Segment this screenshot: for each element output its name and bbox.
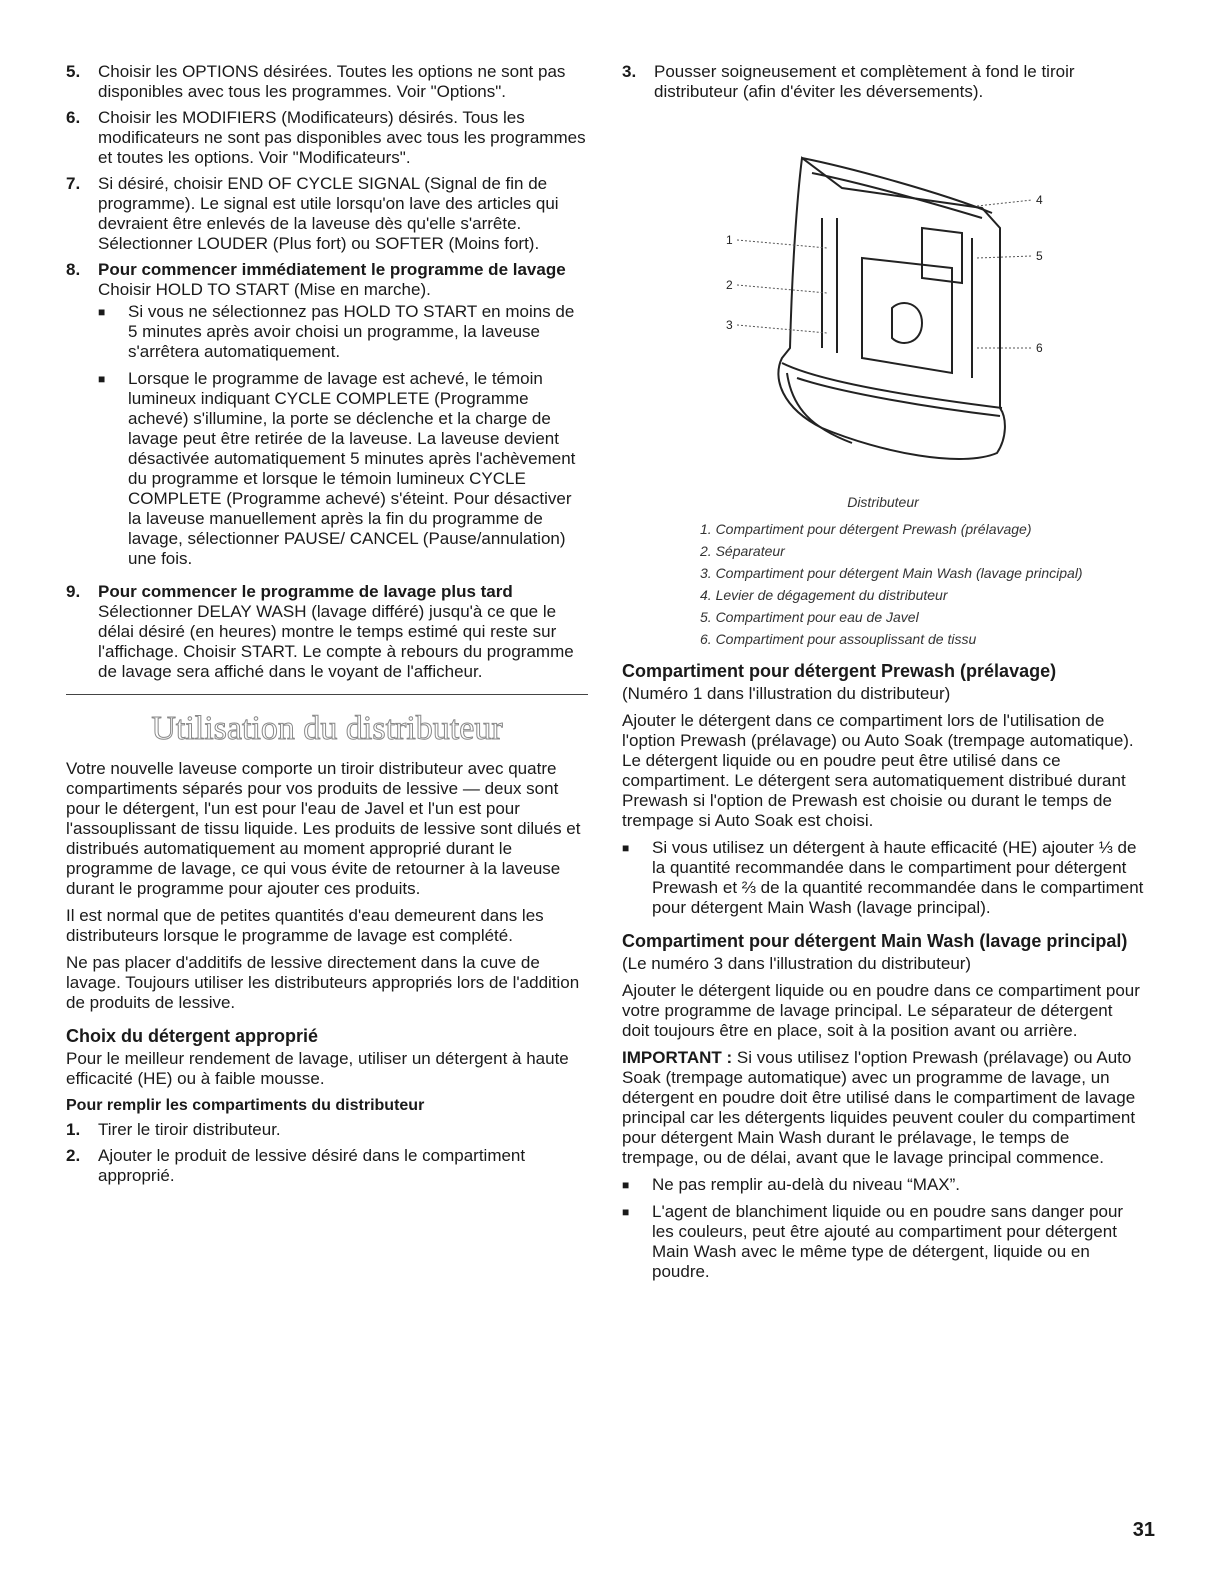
right-column: [622, 62, 1144, 1289]
step-text: Tirer le tiroir distributeur.: [98, 1120, 281, 1139]
subheading-main-wash: Compartiment pour détergent Main Wash (lavage principal): [622, 931, 1128, 951]
step-7: [66, 174, 588, 254]
step-text: Si désiré, choisir END OF CYCLE SIGNAL (Signal de fin de programme). Le signal est utile lorsqu'on lave des articles qui devraient être enlevés de la laveuse dès qu'elle s'arrête. Sélectionner LOUDER (Plus fort) ou SOFTER (Moins fort).: [98, 174, 559, 253]
bullet-text: Si vous ne sélectionnez pas HOLD TO START en moins de 5 minutes après avoir choisi un programme, la laveuse s'arrêtera automatiquement.: [128, 302, 575, 361]
step-9: [66, 582, 588, 682]
step-number: 5.: [66, 62, 81, 81]
legend-item: 3. Compartiment pour détergent Main Wash (lavage principal): [700, 565, 1083, 581]
step-3: [622, 62, 1144, 102]
legend-item: 6. Compartiment pour assouplissant de tissu: [700, 631, 977, 647]
callout-2: 2: [726, 278, 733, 292]
callout-5: 5: [1036, 249, 1043, 263]
subheading-prewash: Compartiment pour détergent Prewash (prélavage): [622, 661, 1057, 681]
bullet-text: Si vous utilisez un détergent à haute efficacité (HE) ajouter ⅓ de la quantité recommandée dans le compartiment pour détergent Prewash et ⅔ de la quantité recommandée dans le compartiment pour détergent Main Wash (lavage principal).: [652, 838, 1144, 917]
step-number: 2.: [66, 1146, 81, 1165]
step-text: Choisir HOLD TO START (Mise en marche).: [98, 280, 431, 299]
main-wash-paragraph: Ajouter le détergent liquide ou en poudre dans ce compartiment pour votre programme de lavage principal. Le séparateur de détergent doit toujours être en place, soit à la position avant ou arrière.: [622, 981, 1140, 1040]
figure-caption: Distributeur: [847, 494, 919, 510]
step-text: Ajouter le produit de lessive désiré dans le compartiment approprié.: [98, 1146, 526, 1185]
prewash-paragraph: Ajouter le détergent dans ce compartiment lors de l'utilisation de l'option Prewash (prélavage) ou Auto Soak (trempage automatique). Le détergent liquide ou en poudre peut être utilisé dans ce compartiment. Le détergent sera automatiquement distribué durant Prewash si l'option de Prewash est choisie ou durant le temps de trempage si Auto Soak est choisi.: [622, 711, 1134, 830]
intro-paragraph: Votre nouvelle laveuse comporte un tiroir distributeur avec quatre compartiments séparés pour vos produits de lessive — deux sont pour le détergent, l'un est pour l'eau de Javel et l'un est pour l'assouplissant de tissu liquide. Les produits de lessive sont dilués et distribués automatiquement au moment approprié durant le programme de lavage, ce qui vous évite de retourner à la laveuse durant le programme pour ajouter ces produits.: [66, 759, 581, 898]
step-text: Choisir les MODIFIERS (Modificateurs) désirés. Tous les modificateurs ne sont pas disponibles avec tous les programmes et toutes les options. Voir "Modificateurs".: [98, 108, 586, 167]
step-text: Choisir les OPTIONS désirées. Toutes les options ne sont pas disponibles avec tous les programmes. Voir "Options".: [98, 62, 566, 101]
bullet-text: Lorsque le programme de lavage est achevé, le témoin lumineux indiquant CYCLE COMPLETE (Programme achevé) s'illumine, la porte se déclenche et la charge de lavage peut être retirée de la laveuse. La laveuse devient désactivée automatiquement 5 minutes après l'achèvement du programme et lorsque le témoin lumineux CYCLE COMPLETE (Programme achevé) s'éteint. Pour désactiver la laveuse manuellement après la fin du programme de lavage, sélectionner PAUSE/ CANCEL (Pause/annulation) une fois.: [128, 369, 576, 568]
bullet-icon: ■: [98, 372, 106, 386]
step-5: [66, 62, 588, 102]
intro-paragraph: Ne pas placer d'additifs de lessive directement dans la cuve de lavage. Toujours utiliser les distributeurs appropriés lors de l'addition de produits de lessive.: [66, 953, 580, 1012]
step-text: Pousser soigneusement et complètement à fond le tiroir distributeur (afin d'éviter les déversements).: [654, 62, 1075, 101]
page-number: 31: [1132, 1519, 1155, 1541]
important-text: Si vous utilisez l'option Prewash (prélavage) ou Auto Soak (trempage automatique) avec un programme de lavage, un détergent en poudre doit être utilisé dans le compartiment de lavage principal car les détergents liquides peuvent couler du compartiment pour détergent Main Wash durant le prélavage, le temps de trempage, ou de délai, avant que le lavage principal commence.: [622, 1048, 1136, 1167]
step-title: Pour commencer le programme de lavage plus tard: [98, 582, 513, 601]
bullet-text: L'agent de blanchiment liquide ou en poudre sans danger pour les couleurs, peut être ajouté au compartiment pour détergent Main Wash avec le même type de détergent, liquide ou en poudre.: [652, 1202, 1124, 1281]
step-number: 7.: [66, 174, 81, 193]
step-number: 8.: [66, 260, 81, 279]
list-item: [622, 1202, 1144, 1282]
dispenser-illustration: [622, 108, 1144, 488]
step-text: Sélectionner DELAY WASH (lavage différé) jusqu'à ce que le délai désiré (en heures) montre le temps estimé qui reste sur l'affichage. Choisir START. Le compte à rebours du programme de lavage sera affiché dans le voyant de l'afficheur.: [98, 602, 574, 681]
legend-item: 2. Séparateur: [700, 543, 785, 559]
figure-legend: [700, 520, 1144, 648]
section-divider: [66, 694, 588, 695]
legend-item: 5. Compartiment pour eau de Javel: [700, 609, 919, 625]
subheading-detergent-choice: Choix du détergent approprié: [66, 1026, 319, 1046]
bullet-icon: ■: [622, 841, 630, 855]
list-item: [622, 1175, 1144, 1195]
step-number: 9.: [66, 582, 81, 601]
paragraph: Pour le meilleur rendement de lavage, utiliser un détergent à haute efficacité (HE) ou à faible mousse.: [66, 1049, 569, 1088]
intro-paragraph: Il est normal que de petites quantités d'eau demeurent dans les distributeurs lorsque le programme de lavage est complété.: [66, 906, 544, 945]
list-item: [622, 838, 1144, 918]
subheading-fill: Pour remplir les compartiments du distributeur: [66, 1097, 425, 1114]
list-item: [98, 369, 588, 569]
step-title: Pour commencer immédiatement le programme de lavage: [98, 260, 566, 279]
bullet-icon: ■: [622, 1178, 630, 1192]
callout-6: 6: [1036, 341, 1043, 355]
important-note: [622, 1048, 1144, 1168]
step-6: [66, 108, 588, 168]
step-number: 6.: [66, 108, 81, 127]
step-number: 1.: [66, 1120, 81, 1139]
bullet-text: Ne pas remplir au-delà du niveau “MAX”.: [652, 1175, 961, 1194]
bullet-icon: ■: [98, 305, 106, 319]
fill-step-2: [66, 1146, 588, 1186]
main-wash-reference: (Le numéro 3 dans l'illustration du distributeur): [622, 954, 972, 973]
callout-3: 3: [726, 318, 733, 332]
important-label: IMPORTANT :: [622, 1048, 733, 1067]
bullet-icon: ■: [622, 1205, 630, 1219]
callout-4: 4: [1036, 193, 1043, 207]
legend-item: 1. Compartiment pour détergent Prewash (prélavage): [700, 521, 1032, 537]
prewash-reference: (Numéro 1 dans l'illustration du distributeur): [622, 684, 951, 703]
legend-item: 4. Levier de dégagement du distributeur: [700, 587, 948, 603]
dispenser-drawing: [622, 108, 1144, 488]
fill-step-1: [66, 1120, 588, 1140]
list-item: [98, 302, 588, 362]
section-title: Utilisation du distributeur: [151, 710, 503, 747]
left-column: [66, 62, 588, 1192]
callout-1: 1: [726, 233, 733, 247]
step-number: 3.: [622, 62, 637, 81]
step-8: [66, 260, 588, 576]
